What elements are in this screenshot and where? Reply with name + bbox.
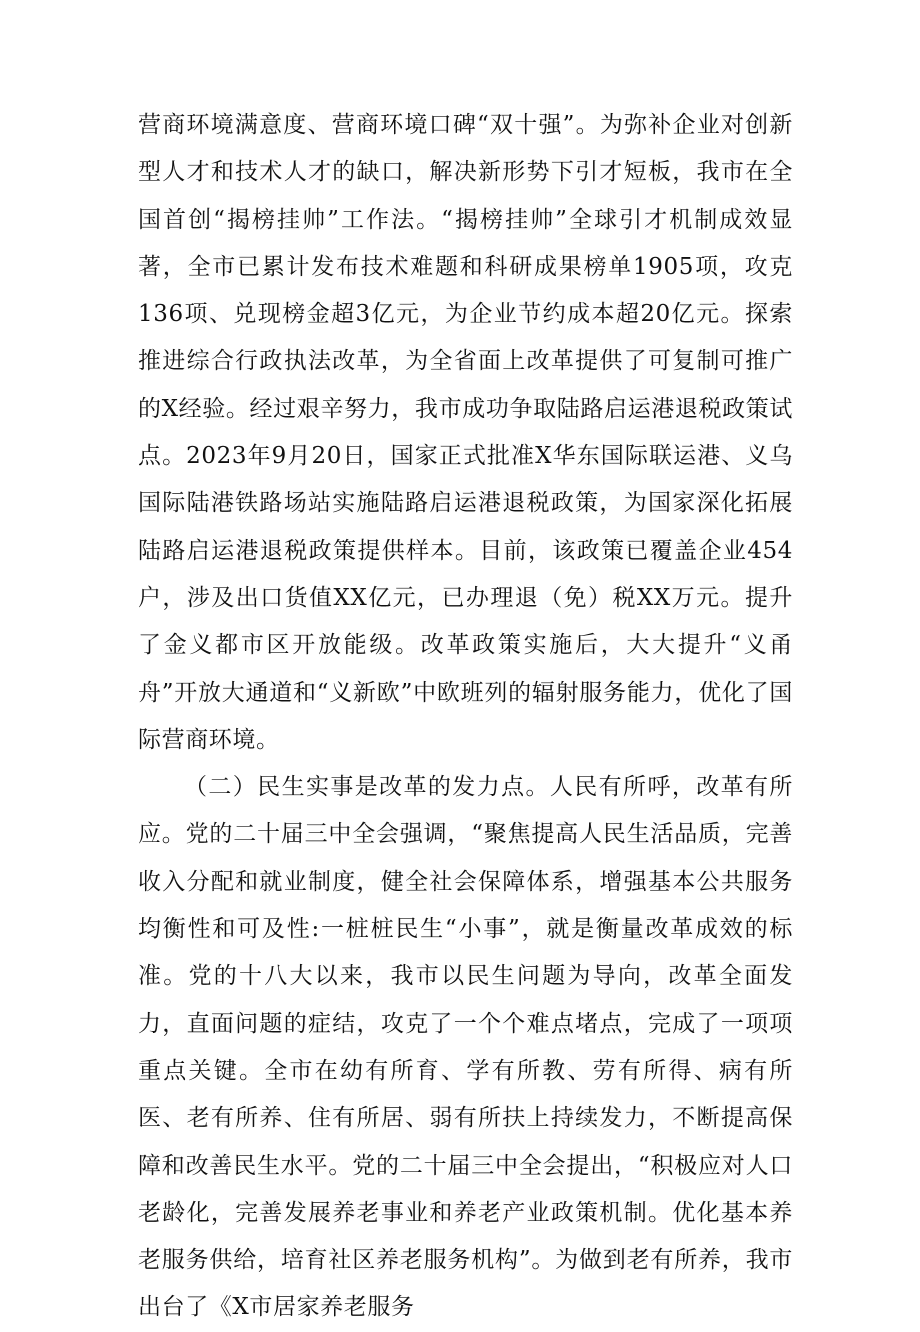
paragraph-business-environment: 营商环境满意度、营商环境口碑“双十强”。为弥补企业对创新型人才和技术人才的缺口，解决新形势下引才短板，我市在全国首创“揭榜挂帅”工作法。“揭榜挂帅”全球引才机制成效显著，全市已累计发布技术难题和科研成果榜单1905项，攻克136项、兑现榜金超3亿元，为企业节约成本超20亿元。探索推进综合行政执法改革，为全省面上改革提供了可复制可推广的X经验。经过艰辛努力，我市成功争取陆路启运港退税政策试点。2023年9月20日，国家正式批准X华东国际联运港、义乌国际陆港铁路场站实施陆路启运港退税政策，为国家深化拓展陆路启运港退税政策提供样本。目前，该政策已覆盖企业454户，涉及出口货值XX亿元，已办理退（免）税XX万元。提升了金义都市区开放能级。改革政策实施后，大大提升“义甬舟”开放大通道和“义新欧”中欧班列的辐射服务能力，优化了国际营商环境。 bbox=[138, 112, 793, 753]
document-body bbox=[138, 102, 793, 1332]
paragraph-livelihood: （二）民生实事是改革的发力点。人民有所呼，改革有所应。党的二十届三中全会强调，“聚焦提高人民生活品质，完善收入分配和就业制度，健全社会保障体系，增强基本公共服务均衡性和可及性:一桩桩民生“小事”，就是衡量改革成效的标准。党的十八大以来，我市以民生问题为导向，改革全面发力，直面问题的症结，攻克了一个个难点堵点，完成了一项项重点关键。全市在幼有所育、学有所教、劳有所得、病有所医、老有所养、住有所居、弱有所扶上持续发力，不断提高保障和改善民生水平。党的二十届三中全会提出，“积极应对人口老龄化，完善发展养老事业和养老产业政策机制。优化基本养老服务供给，培育社区养老服务机构”。为做到老有所养，我市出台了《X市居家养老服务 bbox=[138, 774, 793, 1321]
